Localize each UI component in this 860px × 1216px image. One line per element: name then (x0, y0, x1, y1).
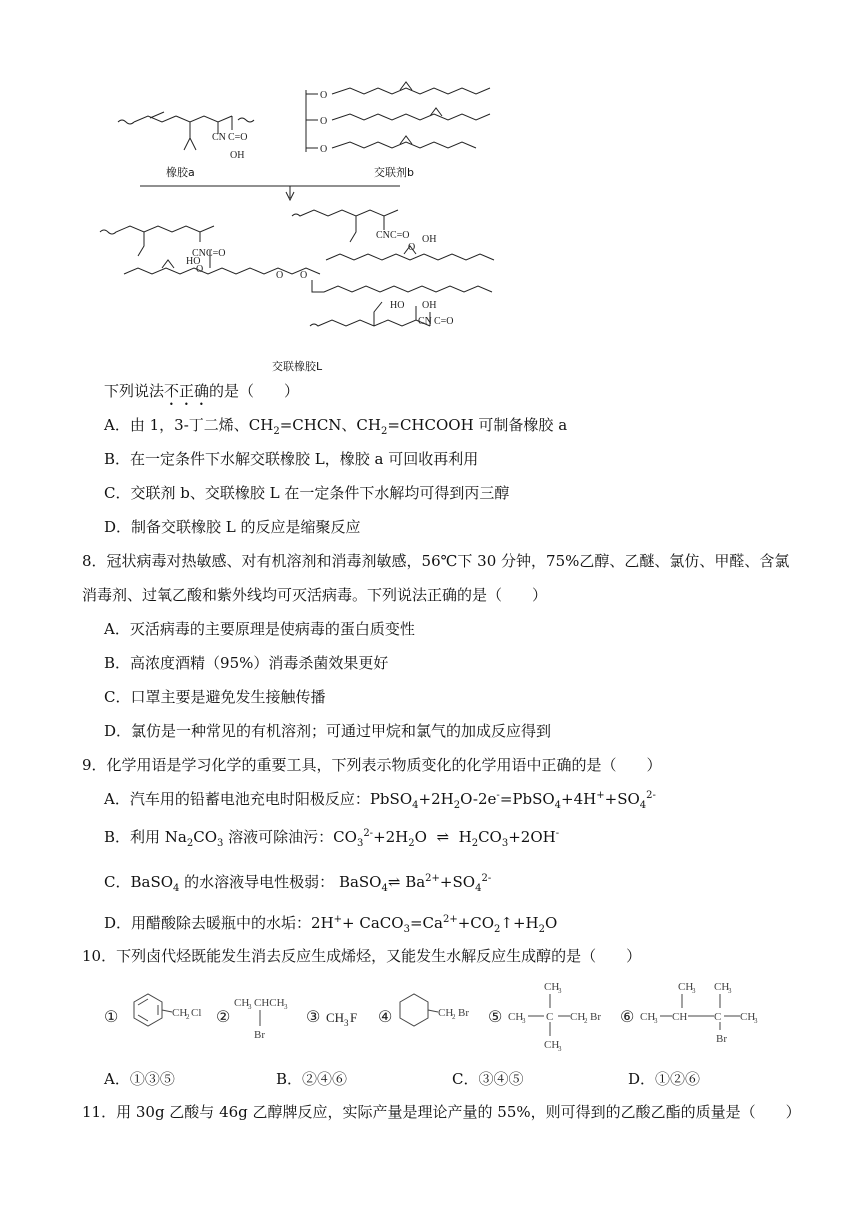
q8-option-b: B．高浓度酒精（95%）消毒杀菌效果更好 (104, 654, 389, 672)
svg-text:CH: CH (544, 1039, 560, 1051)
q9-option-a: A．汽车用的铅蓄电池充电时阳极反应：$PbSO_4+2H_2O-2e^-=PbSO_4+4H^++SO_4^{2-}$ (104, 790, 656, 811)
svg-text:OH: OH (422, 234, 437, 245)
q9-option-c: C．BaSO$_4$ 的水溶液导电性极弱： BaSO$_4$⇌ $Ba^{2+}+SO_4^{2-}$ (104, 873, 492, 894)
q11-stem: 11．用 30g 乙酸与 46g 乙醇牌反应，实际产量是理论产量的 55%，则可得到的乙酸乙酯的质量是（ ） (82, 1103, 801, 1121)
svg-text:3: 3 (248, 1003, 252, 1011)
svg-text:O: O (320, 90, 328, 101)
svg-text:3: 3 (728, 987, 732, 995)
q10-stem: 10．下列卤代烃既能发生消去反应生成烯烃，又能发生水解反应生成醇的是（ ） (82, 947, 642, 965)
svg-text:OH: OH (230, 150, 245, 161)
svg-text:Br: Br (254, 1029, 265, 1041)
svg-text:3: 3 (654, 1017, 658, 1025)
svg-text:CHCH: CHCH (254, 997, 285, 1009)
svg-text:CN: CN (192, 248, 206, 259)
q7-stem-emphasis: 不正确 (164, 382, 210, 400)
svg-text:Br: Br (590, 1011, 601, 1023)
q7-stem: 下列说法不正确的是（ ） (104, 382, 300, 400)
crosslinked-rubber-l-label: 交联橡胶L (272, 360, 323, 373)
svg-text:O: O (196, 264, 204, 275)
svg-text:F: F (350, 1010, 358, 1025)
svg-text:2: 2 (584, 1017, 588, 1025)
q7-option-b: B．在一定条件下水解交联橡胶 L，橡胶 a 可回收再利用 (104, 450, 479, 468)
svg-text:①: ① (104, 1009, 119, 1026)
svg-text:3: 3 (558, 1045, 562, 1053)
q10-choice-c: C．③④⑤ (452, 1070, 524, 1088)
svg-text:CH: CH (234, 997, 250, 1009)
reaction-figure (100, 80, 520, 375)
svg-text:CH: CH (570, 1011, 586, 1023)
svg-text:Br: Br (458, 1007, 469, 1019)
equilibrium-arrow-icon: ⇌ (436, 828, 450, 846)
q10-structures (104, 978, 804, 1053)
q9-option-d: D．用醋酸除去暖瓶中的水垢：$2H^++ CaCO_3=Ca^{2+}+CO_2↑+H_2O$ (104, 914, 558, 935)
reaction-scheme-diagram (100, 80, 520, 375)
svg-text:2: 2 (186, 1013, 190, 1021)
svg-text:CH: CH (740, 1011, 756, 1023)
q8-option-a: A．灭活病毒的主要原理是使病毒的蛋白质变性 (104, 620, 415, 638)
svg-text:HO: HO (390, 300, 405, 311)
q9-stem: 9．化学用语是学习化学的重要工具，下列表示物质变化的化学用语中正确的是（ ） (82, 756, 662, 774)
svg-text:CH: CH (640, 1011, 656, 1023)
svg-text:3: 3 (284, 1003, 288, 1011)
svg-text:2: 2 (452, 1013, 456, 1021)
svg-text:C=O: C=O (206, 248, 226, 259)
svg-text:3: 3 (692, 987, 696, 995)
svg-text:C=O: C=O (228, 132, 248, 143)
svg-text:CN: CN (376, 230, 390, 241)
svg-text:CN: CN (418, 316, 432, 327)
q10-choice-d: D．①②⑥ (628, 1070, 701, 1088)
svg-text:O: O (408, 242, 416, 253)
svg-text:HO: HO (186, 256, 201, 267)
svg-text:O: O (300, 270, 308, 281)
svg-text:Cl: Cl (191, 1007, 202, 1019)
svg-text:3: 3 (754, 1017, 758, 1025)
svg-text:C=O: C=O (390, 230, 410, 241)
q10-choice-b: B．②④⑥ (276, 1070, 348, 1088)
q8-stem-line1: 8．冠状病毒对热敏感、对有机溶剂和消毒剂敏感，56℃下 30 分钟，75%乙醇、乙醚、氯仿、甲醛、含氯 (82, 552, 790, 570)
q9-option-b: B．利用 $Na_2CO_3$ 溶液可除油污：$CO_3^{2-}+2H_2O$ ⇌ $H_2CO_3+2OH^-$ (104, 828, 560, 849)
svg-text:C: C (546, 1011, 554, 1023)
crosslinker-b-label: 交联剂b (374, 166, 414, 179)
svg-text:CH: CH (678, 981, 694, 993)
svg-text:3: 3 (344, 1018, 349, 1028)
svg-text:O: O (320, 116, 328, 127)
svg-text:OH: OH (422, 300, 437, 311)
svg-text:CH: CH (714, 981, 730, 993)
q7-option-d: D．制备交联橡胶 L 的反应是缩聚反应 (104, 518, 361, 536)
svg-text:CH: CH (438, 1007, 454, 1019)
svg-text:③: ③ (306, 1009, 321, 1026)
q8-stem-line2: 消毒剂、过氧乙酸和紫外线均可灭活病毒。下列说法正确的是（ ） (82, 586, 548, 604)
svg-text:⑤: ⑤ (488, 1009, 503, 1026)
svg-text:②: ② (216, 1009, 231, 1026)
svg-text:CH: CH (672, 1011, 688, 1023)
q7-option-c: C．交联剂 b、交联橡胶 L 在一定条件下水解均可得到丙三醇 (104, 484, 510, 502)
q8-option-d: D．氯仿是一种常见的有机溶剂；可通过甲烷和氯气的加成反应得到 (104, 722, 552, 740)
svg-text:C=O: C=O (434, 316, 454, 327)
svg-text:3: 3 (558, 987, 562, 995)
q7-option-a: A．由 1，3-丁二烯、$CH_2=CHCN$、$CH_2=CHCOOH$ 可制备橡胶 a (104, 416, 568, 437)
svg-text:CH: CH (544, 981, 560, 993)
svg-text:CH: CH (172, 1007, 188, 1019)
svg-text:CH: CH (326, 1010, 345, 1025)
svg-text:CH: CH (508, 1011, 524, 1023)
svg-text:CN: CN (212, 132, 226, 143)
svg-text:O: O (320, 144, 328, 155)
rubber-a-label: 橡胶a (166, 166, 195, 179)
svg-text:O: O (276, 270, 284, 281)
svg-text:⑥: ⑥ (620, 1009, 635, 1026)
equilibrium-arrow-icon: ⇌ (387, 873, 401, 891)
q10-choice-a: A．①③⑤ (104, 1070, 175, 1088)
q8-option-c: C．口罩主要是避免发生接触传播 (104, 688, 326, 706)
haloalkane-structures-diagram (104, 978, 804, 1053)
svg-text:④: ④ (378, 1009, 393, 1026)
svg-text:C: C (714, 1011, 722, 1023)
svg-text:Br: Br (716, 1033, 727, 1045)
svg-text:3: 3 (522, 1017, 526, 1025)
